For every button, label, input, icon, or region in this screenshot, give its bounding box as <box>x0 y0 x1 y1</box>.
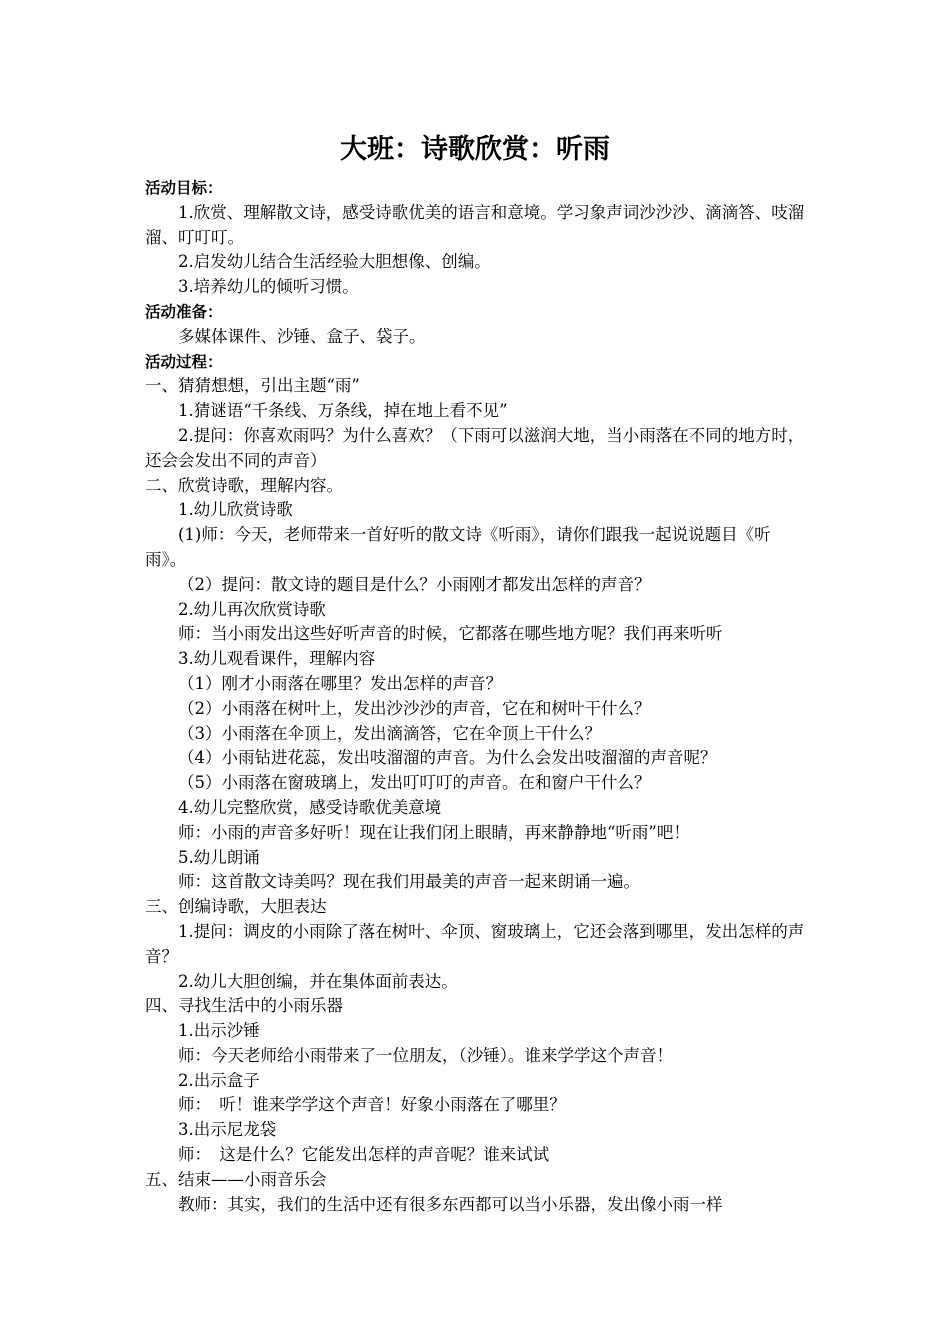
section-heading-preparation: 活动准备： <box>145 302 223 321</box>
paragraph: 1.猜谜语“千条线、万条线，掉在地上看不见” <box>178 401 508 421</box>
paragraph: 师：今天老师给小雨带来了一位朋友，（沙锤）。谁来学学这个声音！ <box>178 1045 673 1065</box>
paragraph: 师： 听！谁来学学这个声音！好象小雨落在了哪里？ <box>178 1095 566 1115</box>
paragraph: 3.培养幼儿的倾听习惯。 <box>178 277 359 297</box>
document-title: 大班：诗歌欣赏：听雨 <box>340 134 610 165</box>
paragraph: 二、欣赏诗歌，理解内容。 <box>145 475 343 495</box>
paragraph: 师：这首散文诗美吗？现在我们用最美的声音一起来朗诵一遍。 <box>178 872 640 892</box>
paragraph: 三、创编诗歌，大胆表达 <box>145 897 327 917</box>
paragraph: （2）提问：散文诗的题目是什么？小雨刚才都发出怎样的声音？ <box>178 574 651 594</box>
paragraph: （2）小雨落在树叶上，发出沙沙沙的声音，它在和树叶干什么？ <box>178 698 651 718</box>
paragraph: 一、猜猜想想，引出主题“雨” <box>145 376 360 396</box>
paragraph: 3.出示尼龙袋 <box>178 1120 277 1140</box>
paragraph: 四、寻找生活中的小雨乐器 <box>145 996 343 1016</box>
paragraph: 教师：其实，我们的生活中还有很多东西都可以当小乐器，发出像小雨一样 <box>178 1194 723 1214</box>
paragraph: （5）小雨落在窗玻璃上，发出叮叮叮的声音。在和窗户干什么？ <box>178 773 651 793</box>
paragraph: 1.幼儿欣赏诗歌 <box>178 500 293 520</box>
paragraph: 1.提问：调皮的小雨除了落在树叶、伞顶、窗玻璃上，它还会落到哪里，发出怎样的声音？ <box>145 921 805 966</box>
paragraph: 2.提问：你喜欢雨吗？为什么喜欢？（下雨可以滋润大地，当小雨落在不同的地方时，还会会发出不同的声音） <box>145 425 805 470</box>
paragraph: (1)师：今天，老师带来一首好听的散文诗《听雨》，请你们跟我一起说说题目《听雨》。 <box>145 525 771 569</box>
paragraph: 2.出示盒子 <box>178 1070 260 1090</box>
document-body <box>145 176 810 1217</box>
paragraph: 3.幼儿观看课件，理解内容 <box>178 649 376 669</box>
paragraph: 2.启发幼儿结合生活经验大胆想像、创编。 <box>178 252 491 272</box>
paragraph: 1.出示沙锤 <box>178 1021 260 1041</box>
paragraph: 2.幼儿再次欣赏诗歌 <box>178 599 326 619</box>
paragraph: （1）刚才小雨落在哪里？发出怎样的声音？ <box>178 673 502 693</box>
paragraph: 5.幼儿朗诵 <box>178 847 260 867</box>
paragraph: 多媒体课件、沙锤、盒子、袋子。 <box>178 326 426 346</box>
section-heading-goals: 活动目标： <box>145 179 223 197</box>
paragraph: 师： 这是什么？它能发出怎样的声音呢？谁来试试 <box>178 1145 550 1165</box>
paragraph: 五、结束——小雨音乐会 <box>145 1169 327 1189</box>
paragraph: 师：小雨的声音多好听！现在让我们闭上眼睛，再来静静地“听雨”吧！ <box>178 822 690 842</box>
paragraph: （4）小雨钻进花蕊，发出吱溜溜的声音。为什么会发出吱溜溜的声音呢？ <box>178 748 717 768</box>
paragraph: 2.幼儿大胆创编，并在集体面前表达。 <box>178 971 458 991</box>
paragraph: 1.欣赏、理解散文诗，感受诗歌优美的语言和意境。学习象声词沙沙沙、滴滴答、吱溜溜、叮叮叮。 <box>145 202 805 247</box>
paragraph: 师：当小雨发出这些好听声音的时候，它都落在哪些地方呢？我们再来听听 <box>178 624 723 644</box>
paragraph: 4.幼儿完整欣赏，感受诗歌优美意境 <box>178 797 442 817</box>
section-heading-process: 活动过程： <box>145 352 223 371</box>
paragraph: （3）小雨落在伞顶上，发出滴滴答，它在伞顶上干什么？ <box>178 723 601 743</box>
